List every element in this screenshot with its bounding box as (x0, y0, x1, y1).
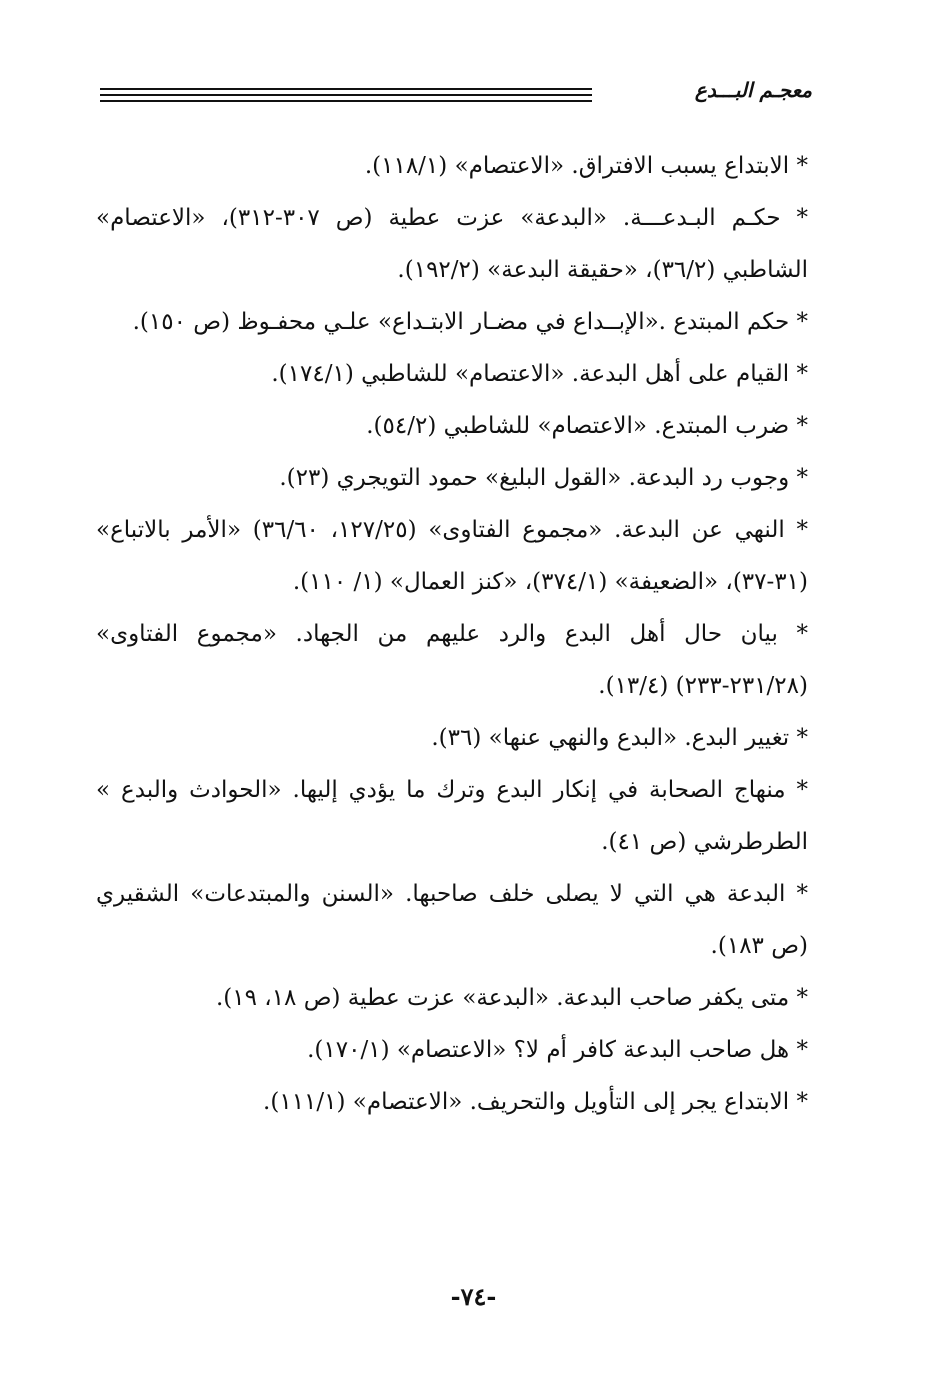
header-rule-top (100, 88, 592, 90)
entry-item: * وجوب رد البدعة. «القول البليغ» حمود التويجري (٢٣). (279, 465, 808, 491)
header-title: معجـم البـــدع (694, 78, 812, 102)
entries-list (96, 140, 808, 1128)
entry-item: * هل صاحب البدعة كافر أم لا؟ «الاعتصام» (١٧٠/١). (307, 1037, 808, 1063)
entry-item: * البدعة هي التي لا يصلى خلف صاحبها. «السنن والمبتدعات» الشقيري (ص ١٨٣). (96, 881, 808, 959)
running-header (100, 78, 812, 118)
entry-item: * ضرب المبتدع. «الاعتصام» للشاطبي (٥٤/٢). (366, 413, 808, 439)
page-number: -٧٤- (450, 1282, 497, 1311)
entry-item: * حكم المبتدع .«الإبــداع في مضـار الابتـداع» علـي محفـوظ (ص ١٥٠). (132, 309, 808, 335)
entry-item: * القيام على أهل البدعة. «الاعتصام» للشاطبي (١٧٤/١). (271, 361, 808, 387)
entry-item: * منهاج الصحابة في إنكار البدع وترك ما يؤدي إليها. «الحوادث والبدع » الطرطرشي (ص ٤١). (96, 777, 808, 855)
entry-item: * النهي عن البدعة. «مجموع الفتاوى» (١٢٧/٢٥، ٣٦/٦٠) «الأمر بالاتباع» (٣١-٣٧)، «الضعيفة» (٣٧٤/١)، «كنز العمال» (١/ ١١٠). (96, 517, 808, 595)
entry-item: * بيان حال أهل البدع والرد عليهم من الجهاد. «مجموع الفتاوى» (٢٣١/٢٨-٢٣٣) (١٣/٤). (96, 621, 808, 699)
header-rule-bottom (100, 100, 592, 102)
entry-item: * تغيير البدع. «البدع والنهي عنها» (٣٦). (431, 725, 808, 751)
entry-item: * الابتداع يجر إلى التأويل والتحريف. «الاعتصام» (١١١/١). (263, 1089, 808, 1115)
header-rule-middle (100, 94, 592, 96)
entry-item: * حكـم البـدعـــة. «البدعة» عزت عطية (ص ٣٠٧-٣١٢)، «الاعتصام» الشاطبي (٣٦/٢)، «حقيقة البدعة» (١٩٢/٢). (96, 205, 808, 283)
entry-item: * الابتداع يسبب الافتراق. «الاعتصام» (١١٨/١). (364, 153, 808, 179)
entry-item: * متى يكفر صاحب البدعة. «البدعة» عزت عطية (ص ١٨، ١٩). (215, 985, 808, 1011)
